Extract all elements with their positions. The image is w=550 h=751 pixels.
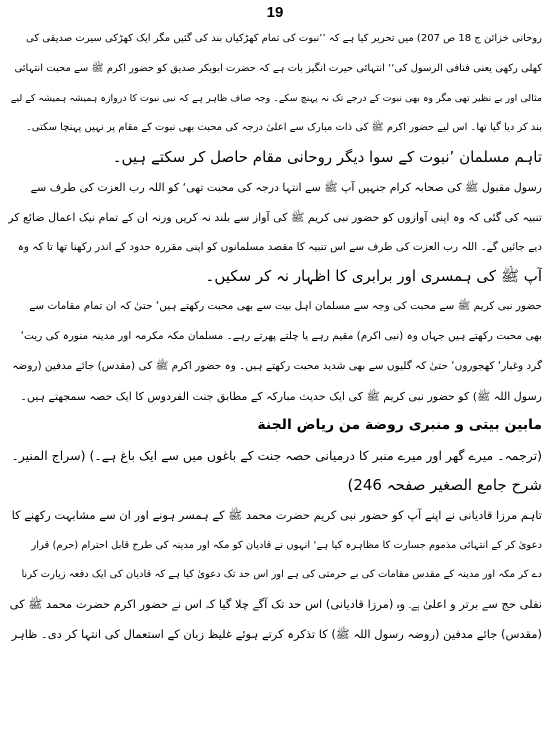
- text-line: (مقدس) جائے مدفین (روضہ رسول اللہ ﷺ) کا تذکرہ کرتے ہوئے غلیظ زبان کے استعمال کی انتہا کر دی۔ ظاہر: [11, 626, 542, 641]
- text-line: تاہم مسلمان ’نبوت کے سوا دیگر روحانی مقام حاصل کر سکتے ہیں۔: [112, 148, 542, 167]
- text-line: روحانی خزائن ج 18 ص 207) میں تحریر کیا ہے کہ ’’نبوت کی تمام کھڑکیاں بند کی گئیں مگر ایک کھڑکی سیرت صدیقی کی: [26, 33, 542, 44]
- body-text: [8, 24, 542, 650]
- page-number: 19: [266, 4, 284, 21]
- text-line: رسول مقبول ﷺ کی صحابہ کرام جنہیں آپ ﷺ سے انتہا درجہ کی محبت تھی‘ کو اللہ رب العزت کی طرف سے: [30, 180, 542, 194]
- text-line: بند کر دیا گیا تھا۔ اس لیے حضور اکرم ﷺ کی ذات مبارک سے اعلیٰ درجہ کی محبت بھی نبوت کے مقام پر نہیں پہنچا سکتی۔: [25, 122, 542, 134]
- arabic-hadith-heading: مابین بیتی و منبری روضة من ریاض الجنة: [257, 417, 542, 434]
- text-line: دیے جائیں گے۔ اللہ رب العزت کی طرف سے اس تنبیہ کا مقصد مسلمانوں کو اپنی مقررہ حدود کے اندر رکھنا تھا تا کہ وہ: [17, 240, 542, 253]
- source-reference: شرح جامع الصغیر صفحہ 246): [347, 475, 542, 494]
- translation-line: (ترجمہ۔ میرے گھر اور میرے منبر کا درمیانی حصہ جنت کے باغوں میں سے ایک باغ ہے۔) (سراج المنیر۔: [11, 448, 542, 464]
- text-line: آپ ﷺ کی ہمسری اور برابری کا اظہار نہ کر سکیں۔: [205, 267, 542, 286]
- text-line: کھلی رکھی یعنی فنافی الرسول کی‘‘ انتہائی حیرت انگیز بات ہے کہ حضرت ابوبکر صدیق کو حضور اکرم ﷺ سے محبت انتہائی: [14, 62, 542, 74]
- text-line: رسول اللہ ﷺ) کو حضور نبی کریم ﷺ کی ایک حدیث مبارکہ کے مطابق جنت الفردوس کا ایک حصہ سمجھتے ہیں۔: [20, 389, 542, 403]
- text-line: بھی محبت رکھتے ہیں جہاں وہ (نبی اکرم) مقیم رہے یا چلتے پھرتے رہے۔ مسلمان مکہ مکرمہ اور مدینہ منورہ کی ریت‘: [20, 329, 542, 342]
- text-line: مثالی اور بے نظیر تھی مگر وہ بھی نبوت کے درجے تک نہ پہنچ سکے۔ وجہ صاف ظاہر ہے کہ نبی نبوت کا دروازہ ہمیشہ ہمیشہ کے لیے: [10, 92, 542, 104]
- text-line: تنبیہ کی گئی کہ وہ اپنی آوازوں کو حضور نبی کریم ﷺ کی آواز سے بلند نہ کریں ورنہ ان کے تمام نیک اعمال ضائع کر: [8, 210, 542, 224]
- text-line: دے کر مکہ اور مدینہ کے مقدس مقامات کی بے حرمتی کی ہے اور اس حد تک دعویٰ کیا ہے کہ قادیان کی ایک دفعہ زیارت کرنا: [21, 569, 542, 581]
- text-line: دعویٰ کر کے انتہائی مذموم جسارت کا مظاہرہ کیا ہے‘ انہوں نے قادیان کو مکہ اور مدینہ کی طرح قابل احترام (حرم) قرار: [31, 539, 542, 551]
- text-line: حضور نبی کریم ﷺ سے محبت کی وجہ سے مسلمان اہل بیت سے بھی محبت رکھتے ہیں‘ حتیٰ کہ ان تمام مقامات سے: [29, 300, 542, 313]
- text-line: نفلی حج سے برتر و اعلیٰ ہے۔ وہ (مرزا قادیانی) اس حد تک آگے چلا گیا کہ اس نے حضور اکرم حضرت محمد ﷺ کی: [9, 597, 542, 612]
- text-line: تاہم مرزا قادیانی نے اپنے آپ کو حضور نبی کریم حضرت محمد ﷺ کے ہمسر ہونے اور ان سے مشابہت رکھنے کا: [11, 507, 542, 522]
- text-line: گرد وغبار‘ کھجوروں‘ حتیٰ کہ گلیوں سے بھی شدید محبت رکھتے ہیں۔ وہ حضور اکرم ﷺ کی (مقدس) جائے مدفین (روضہ: [12, 359, 542, 372]
